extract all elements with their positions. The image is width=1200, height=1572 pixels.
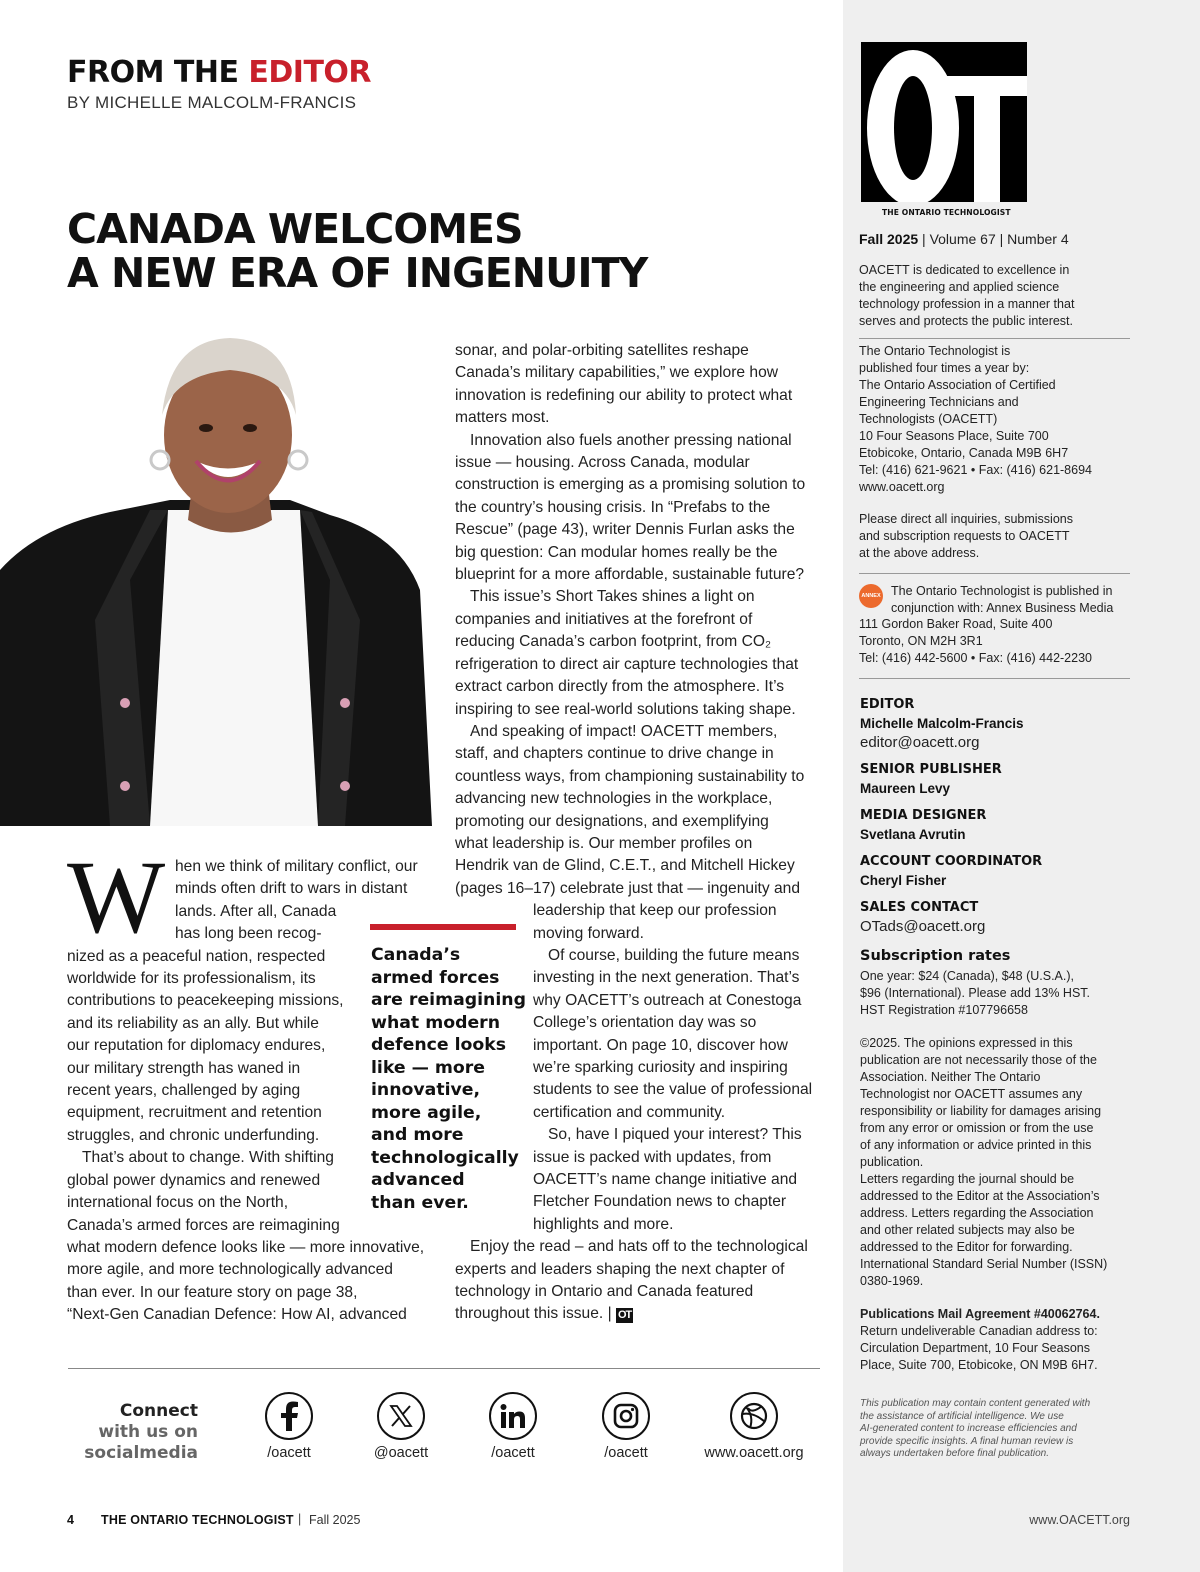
paragraph: [455, 1124, 825, 1236]
annex-address: [859, 616, 1129, 667]
pull-quote-line: defence looks: [371, 1035, 507, 1055]
paragraph: [455, 721, 825, 945]
text-line: promoting our designations, and exemplifying: [455, 812, 769, 830]
role-title: EDITOR: [860, 697, 915, 712]
pull-quote-line: armed forces: [371, 967, 500, 988]
text-line: Tel: (416) 442-5600 • Fax: (416) 442-2230: [859, 651, 1092, 665]
footer-separator: |: [298, 1512, 302, 1526]
facebook-icon[interactable]: [265, 1392, 313, 1440]
text-line: experts and leaders shaping the next chapter of: [455, 1260, 785, 1278]
text-line: students to see the value of professional: [533, 1081, 813, 1099]
text-line: And speaking of impact! OACETT members,: [470, 722, 778, 740]
text-line: countless ways, from championing sustainability to: [455, 767, 805, 785]
pull-quote-line: innovative,: [371, 1080, 481, 1100]
social-label[interactable]: /oacett: [604, 1445, 648, 1461]
text-line: Toronto, ON M2H 3R1: [859, 634, 983, 648]
social-website[interactable]: [704, 1392, 804, 1461]
text-line: Circulation Department, 10 Four Seasons: [860, 1341, 1090, 1355]
text-line: our military strength has waned in: [67, 1059, 301, 1077]
text-line: addressed to the Editor at the Association’s: [860, 1189, 1100, 1203]
text-line: Enjoy the read – and hats off to the technological: [470, 1238, 808, 1256]
text-line: Etobicoke, Ontario, Canada M9B 6H7: [859, 446, 1069, 460]
text-line: [455, 1303, 825, 1325]
text-line: Please direct all inquiries, submissions: [859, 512, 1073, 526]
footer-url[interactable]: www.OACETT.org: [1029, 1513, 1130, 1527]
text-line: The Ontario Technologist is published in: [891, 584, 1113, 598]
text-line: Innovation also fuels another pressing national: [470, 431, 792, 449]
drop-cap: W: [67, 840, 166, 955]
publisher-info: [859, 343, 1129, 496]
social-facebook[interactable]: [239, 1392, 339, 1461]
text-line: why OACETT’s outreach at Conestoga: [533, 991, 802, 1009]
footer-publication: THE ONTARIO TECHNOLOGIST: [101, 1513, 294, 1527]
text-line: has long been recog-: [175, 925, 322, 943]
text-line: serves and protects the public interest.: [859, 314, 1074, 328]
text-line: International Standard Serial Number (ISSN): [860, 1257, 1108, 1271]
paragraph: [455, 945, 825, 1124]
text-line: The Ontario Technologist is: [859, 344, 1011, 358]
social-heading-line: socialmedia: [84, 1443, 198, 1463]
text-line: our reputation for diplomacy endures,: [67, 1037, 326, 1055]
x-icon[interactable]: [377, 1392, 425, 1440]
text-line: So, have I piqued your interest? This: [548, 1126, 802, 1144]
kicker-editor: EDITOR: [248, 55, 372, 90]
staff-media-designer: [860, 807, 1130, 844]
text-line: addressed to the Editor for forwarding.: [860, 1240, 1073, 1254]
subscription-title: Subscription rates: [860, 948, 1011, 964]
text-line: worldwide for its professionalism, its: [67, 970, 316, 988]
annex-logo-icon: ANNEX: [859, 584, 883, 608]
role-name: Cheryl Fisher: [860, 873, 947, 888]
social-linkedin[interactable]: [463, 1392, 563, 1461]
staff-senior-publisher: [860, 761, 1130, 798]
text-line: inspiring to see real-world solutions taking shape.: [455, 700, 796, 718]
headline-line: CANADA WELCOMES: [67, 205, 523, 253]
text-line: Rescue” (page 43), writer Dennis Furlan asks the: [455, 521, 795, 539]
social-label[interactable]: /oacett: [491, 1445, 535, 1461]
text-line: the engineering and applied science: [859, 280, 1060, 294]
text-line: 0380-1969.: [860, 1274, 924, 1288]
text-line: College’s orientation day was so: [533, 1014, 757, 1032]
paragraph: [455, 586, 825, 720]
text-line: This publication may contain content generated with: [860, 1398, 1091, 1409]
role-name: Michelle Malcolm-Francis: [860, 716, 1024, 731]
text-line: contributions to peacekeeping missions,: [67, 992, 344, 1010]
text-line: leadership that keep our profession: [533, 902, 777, 920]
footer-issue: Fall 2025: [309, 1513, 361, 1527]
role-name: Maureen Levy: [860, 781, 951, 796]
globe-icon[interactable]: [730, 1392, 778, 1440]
pull-quote-line: and more: [371, 1125, 464, 1145]
text-line: of any information or advice printed in this: [860, 1138, 1092, 1152]
text-line: minds often drift to wars in distant: [175, 880, 408, 898]
text-line: companies and initiatives at the forefront of: [455, 610, 753, 628]
text-line: more agile, and more technologically advanced: [67, 1261, 393, 1279]
text-line: highlights and more.: [533, 1215, 674, 1233]
text-line: responsibility or liability for damages arising: [860, 1104, 1102, 1118]
pull-quote-line: are reimagining: [371, 990, 526, 1010]
role-email[interactable]: editor@oacett.org: [860, 734, 980, 751]
text-line: Canada’s armed forces are reimagining: [67, 1216, 340, 1234]
subscription-rates: [860, 968, 1130, 1019]
role-title: ACCOUNT COORDINATOR: [860, 854, 1043, 869]
text-line: 10 Four Seasons Place, Suite 700: [859, 429, 1049, 443]
text-line: Engineering Technicians and: [859, 395, 1019, 409]
text-line: Technologist nor OACETT assumes any: [860, 1087, 1083, 1101]
pull-quote-line: than ever.: [371, 1192, 469, 1213]
text-line: (pages 16–17) celebrate just that — ingenuity and: [455, 879, 801, 897]
role-name: Svetlana Avrutin: [860, 827, 966, 842]
pull-quote-line: what modern: [371, 1012, 501, 1033]
text-line: Letters regarding the journal should be: [860, 1172, 1075, 1186]
text-line: conjunction with: Annex Business Media: [891, 601, 1114, 615]
text-line: at the above address.: [859, 546, 980, 560]
text-line: “Next-Gen Canadian Defence: How AI, advanced: [67, 1306, 407, 1324]
annex-info: [891, 583, 1141, 617]
text-line: staff, and chapters continue to drive change in: [455, 745, 774, 763]
text-line: than ever. In our feature story on page 38,: [67, 1283, 358, 1301]
pull-quote-line: more agile,: [371, 1102, 482, 1123]
text-line: publication are not necessarily those of the: [860, 1053, 1097, 1067]
mail-title: Publications Mail Agreement #40062764.: [860, 1307, 1100, 1321]
social-label[interactable]: @oacett: [373, 1445, 429, 1461]
headline-line: A NEW ERA OF INGENUITY: [67, 249, 648, 297]
pull-quote-line: advanced: [371, 1170, 465, 1190]
text-line: OACETT’s name change initiative and: [533, 1171, 798, 1189]
text-line: This issue’s Short Takes shines a light on: [470, 588, 755, 606]
section-kicker: [67, 55, 372, 90]
text-line: Return undeliverable Canadian address to:: [860, 1324, 1098, 1338]
role-title: SALES CONTACT: [860, 900, 979, 915]
text-line: we’re sparking curiosity and inspiring: [533, 1059, 788, 1076]
text-line: Canada’s military capabilities,” we explore how: [455, 364, 778, 382]
divider: [859, 678, 1130, 679]
instagram-icon[interactable]: [602, 1392, 650, 1440]
text-line: struggles, and chronic underfunding.: [67, 1126, 320, 1144]
text-line: 111 Gordon Baker Road, Suite 400: [859, 617, 1053, 631]
website-link[interactable]: www.oacett.org: [859, 480, 945, 494]
ot-logo: [861, 42, 1027, 202]
kicker-from-the: FROM THE: [67, 55, 249, 90]
divider: [859, 338, 1130, 339]
pull-quote-line: technologically: [371, 1147, 519, 1168]
text-line: equipment, recruitment and retention: [67, 1104, 322, 1122]
text-line: lands. After all, Canada: [175, 902, 337, 920]
text-line: and subscription requests to OACETT: [859, 529, 1070, 543]
text-line: The Ontario Association of Certified: [859, 378, 1056, 392]
staff-account-coordinator: [860, 853, 1130, 890]
text-line: refrigeration to direct air capture technologies that: [455, 655, 799, 673]
social-x[interactable]: [351, 1392, 451, 1461]
linkedin-icon[interactable]: [489, 1392, 537, 1440]
staff-editor: [860, 696, 1130, 752]
pull-quote-line: Canada’s: [371, 945, 461, 965]
text-line: from any error or omission or from the use: [860, 1121, 1094, 1135]
article-column-2: [455, 340, 825, 1326]
text-line: and other related subjects may also be: [860, 1223, 1075, 1237]
text-line: issue is packed with updates, from: [533, 1148, 772, 1166]
text-line: Association. Neither The Ontario: [860, 1070, 1041, 1084]
text-line: construction is emerging as a promising solution to: [455, 476, 806, 494]
inquiries-info: [859, 511, 1129, 562]
text-line: hen we think of military conflict, our: [175, 858, 418, 875]
end-mark-icon: OT: [617, 1309, 632, 1322]
role-email[interactable]: OTads@oacett.org: [860, 918, 986, 935]
text-line: blueprint for a more affordable, sustainable future?: [455, 566, 805, 584]
text-line: moving forward.: [533, 924, 644, 942]
text-line: Technologists (OACETT): [859, 412, 998, 426]
text-line: issue — housing. Across Canada, modular: [455, 454, 750, 472]
pull-quote-line: like — more: [371, 1057, 486, 1078]
role-title: SENIOR PUBLISHER: [860, 762, 1002, 777]
issue-volume: | Volume 67 | Number 4: [918, 231, 1069, 247]
paragraph: [455, 340, 825, 430]
logo-caption: THE ONTARIO TECHNOLOGIST: [882, 208, 1011, 217]
text-line: important. On page 10, discover how: [533, 1036, 788, 1054]
editor-portrait: [0, 320, 432, 826]
text-line: OACETT is dedicated to excellence in: [859, 263, 1070, 277]
headline: [67, 207, 767, 295]
text-line: always undertaken before final publication.: [860, 1448, 1050, 1460]
text-line: Of course, building the future means: [548, 946, 800, 964]
text-line: nized as a peaceful nation, respected: [67, 947, 326, 965]
text-line: international focus on the North,: [67, 1194, 289, 1212]
text-line: provide specific insights. A final human review is: [860, 1435, 1074, 1447]
divider: [68, 1368, 820, 1369]
social-heading-line: Connect: [119, 1401, 198, 1421]
social-label[interactable]: www.oacett.org: [704, 1445, 804, 1461]
text-line: what modern defence looks like — more innovative,: [67, 1238, 425, 1256]
ai-disclaimer: [860, 1398, 1125, 1461]
staff-sales-contact: [860, 899, 1130, 936]
role-title: MEDIA DESIGNER: [860, 808, 987, 823]
paragraph: [455, 1236, 825, 1326]
text-line: the assistance of artificial intelligence. We use: [860, 1410, 1064, 1422]
text-line: advancing new technologies in the workplace,: [455, 790, 773, 808]
text-line: Place, Suite 700, Etobicoke, ON M9B 6H7.: [860, 1358, 1098, 1372]
text-line: reducing Canada’s carbon footprint, from CO₂: [455, 633, 772, 651]
page-number: 4: [67, 1513, 74, 1527]
text-line: Tel: (416) 621-9621 • Fax: (416) 621-8694: [859, 463, 1092, 477]
text-line: investing in the next generation. That’s: [533, 969, 800, 987]
text-line: the country’s housing crisis. In “Prefabs to the: [455, 498, 771, 516]
text-line: innovation is redefining our ability to protect what: [455, 386, 793, 404]
byline: BY MICHELLE MALCOLM-FRANCIS: [67, 93, 357, 112]
issue-season: Fall 2025: [859, 231, 919, 247]
text-line: sonar, and polar-orbiting satellites reshape: [455, 342, 749, 359]
text-line: global power dynamics and renewed: [67, 1171, 321, 1189]
text-line: what leadership is. Our member profiles on: [455, 834, 753, 852]
text-line: HST Registration #107796658: [860, 1003, 1028, 1017]
mission-statement: [859, 262, 1129, 330]
issue-info: [859, 231, 1069, 247]
text-line: certification and community.: [533, 1103, 726, 1121]
mail-agreement: [860, 1306, 1135, 1374]
text-line: big question: Can modular homes really be the: [455, 543, 778, 561]
social-heading: [68, 1401, 198, 1464]
text-line: technology in Ontario and Canada featured: [455, 1283, 754, 1301]
social-instagram[interactable]: [576, 1392, 676, 1461]
text-line: published four times a year by:: [859, 361, 1030, 375]
text-line: technology profession in a manner that: [859, 297, 1075, 311]
text-line: publication.: [860, 1155, 924, 1169]
text-line: Hendrik van de Glind, C.E.T., and Mitchell Hickey: [455, 857, 795, 875]
text-line: matters most.: [455, 409, 550, 427]
divider: [859, 573, 1130, 574]
social-heading-line: with us on: [98, 1422, 198, 1442]
text-line: extract carbon directly from the atmosphere. It’s: [455, 678, 785, 696]
text-line: $96 (International). Please add 13% HST.: [860, 986, 1090, 1000]
text-line: recent years, challenged by aging: [67, 1082, 301, 1100]
text-line: AI-generated content to increase efficiencies and: [860, 1423, 1077, 1435]
text-line: Fletcher Foundation news to chapter: [533, 1193, 787, 1211]
text-line: and its reliability as an ally. But while: [67, 1014, 319, 1032]
copyright-notice: [860, 1035, 1135, 1290]
text-line: That’s about to change. With shifting: [82, 1149, 334, 1167]
paragraph: [455, 430, 825, 587]
social-label[interactable]: /oacett: [267, 1445, 311, 1461]
text-span: throughout this issue. |: [455, 1305, 616, 1323]
text-line: address. Letters regarding the Association: [860, 1206, 1094, 1220]
text-line: ©2025. The opinions expressed in this: [860, 1036, 1073, 1050]
text-line: One year: $24 (Canada), $48 (U.S.A.),: [860, 969, 1074, 983]
